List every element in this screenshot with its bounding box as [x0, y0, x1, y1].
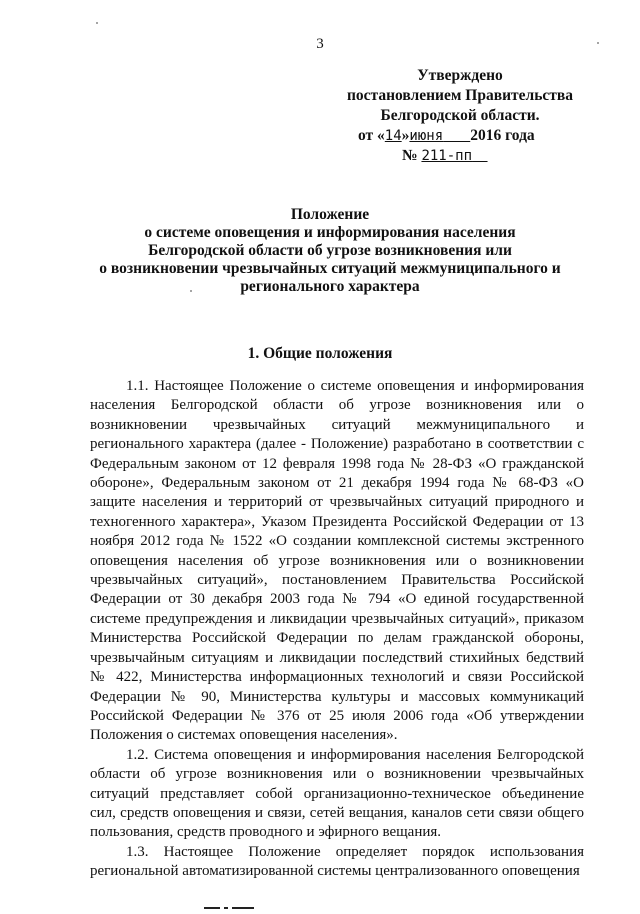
approval-line-1: Утверждено: [417, 67, 503, 84]
paragraph-1-1: 1.1. Настоящее Положение о системе оповещения и информирования населения Белгородской области об угрозе возникновения или о возникновении чрезвычайных ситуаций межмуниципального и регионального характера (далее - Положение) разработано в соответствии с Федеральным законом от 12 февраля 1998 года № 28-ФЗ «О гражданской обороне», Федеральным законом от 21 декабря 1994 года № 68-ФЗ «О защите населения и территорий от чрезвычайных ситуаций природного и техногенного характера», Указом Президента Российской Федерации от 13 ноября 2012 года № 1522 «О создании комплексной системы экстренного оповещения населения об угрозе возникновения или о возникновении чрезвычайных ситуаций», постановлением Правительства Российской Федерации от 30 декабря 2003 года № 794 «О единой государственной системе предупреждения и ликвидации чрезвычайных ситуаций», приказом Министерства Российской Федерации по делам гражданской обороны, чрезвычайным ситуациям и ликвидации последствий стихийных бедствий № 422, Министерства информационных технологий и связи Российской Федерации № 90, Министерства культуры и массовых коммуникаций Российской Федерации № 376 от 25 июля 2006 года «Об утверждении Положения о системах оповещения населения».: [90, 378, 584, 744]
title-line-1: Положение: [290, 206, 370, 223]
title-line-4: о возникновении чрезвычайных ситуаций межмуниципального и: [99, 260, 561, 277]
paragraph-1-2: 1.2. Система оповещения и информирования населения Белгородской области об угрозе возникновения или о возникновении чрезвычайных ситуаций представляет собой организационно-техническое объединение сил, средств оповещения и связи, сетей вещания, каналов сети связи общего пользования, средств проводного и эфирного вещания.: [90, 746, 584, 841]
approval-line-2: постановлением Правительства: [346, 87, 574, 104]
approval-number-value: 211-пп: [421, 148, 473, 164]
footer-marks: [204, 896, 274, 898]
approval-month: июня: [409, 128, 444, 144]
approval-line-3: Белгородской области.: [380, 107, 540, 124]
title-line-3: Белгородской области об угрозе возникновения или: [148, 242, 512, 259]
approval-number: № 211-пп: [402, 147, 473, 164]
approval-stamp: [330, 66, 590, 166]
paragraph-1-3: 1.3. Настоящее Положение определяет порядок использования региональной автоматизированной системы централизованного оповещения: [90, 843, 584, 880]
scan-speck: [190, 290, 192, 292]
title-line-2: о системе оповещения и информирования населения: [144, 224, 516, 241]
document-body: [90, 377, 584, 882]
scan-speck: [96, 22, 98, 24]
scan-speck: [597, 42, 599, 44]
section-heading: 1. Общие положения: [247, 345, 393, 362]
title-line-5: регионального характера: [240, 278, 420, 295]
approval-day: 14: [384, 128, 402, 144]
approval-date: от «14»июня 2016 года: [358, 127, 535, 144]
page-number: 3: [316, 36, 324, 52]
document-title: [60, 206, 600, 296]
